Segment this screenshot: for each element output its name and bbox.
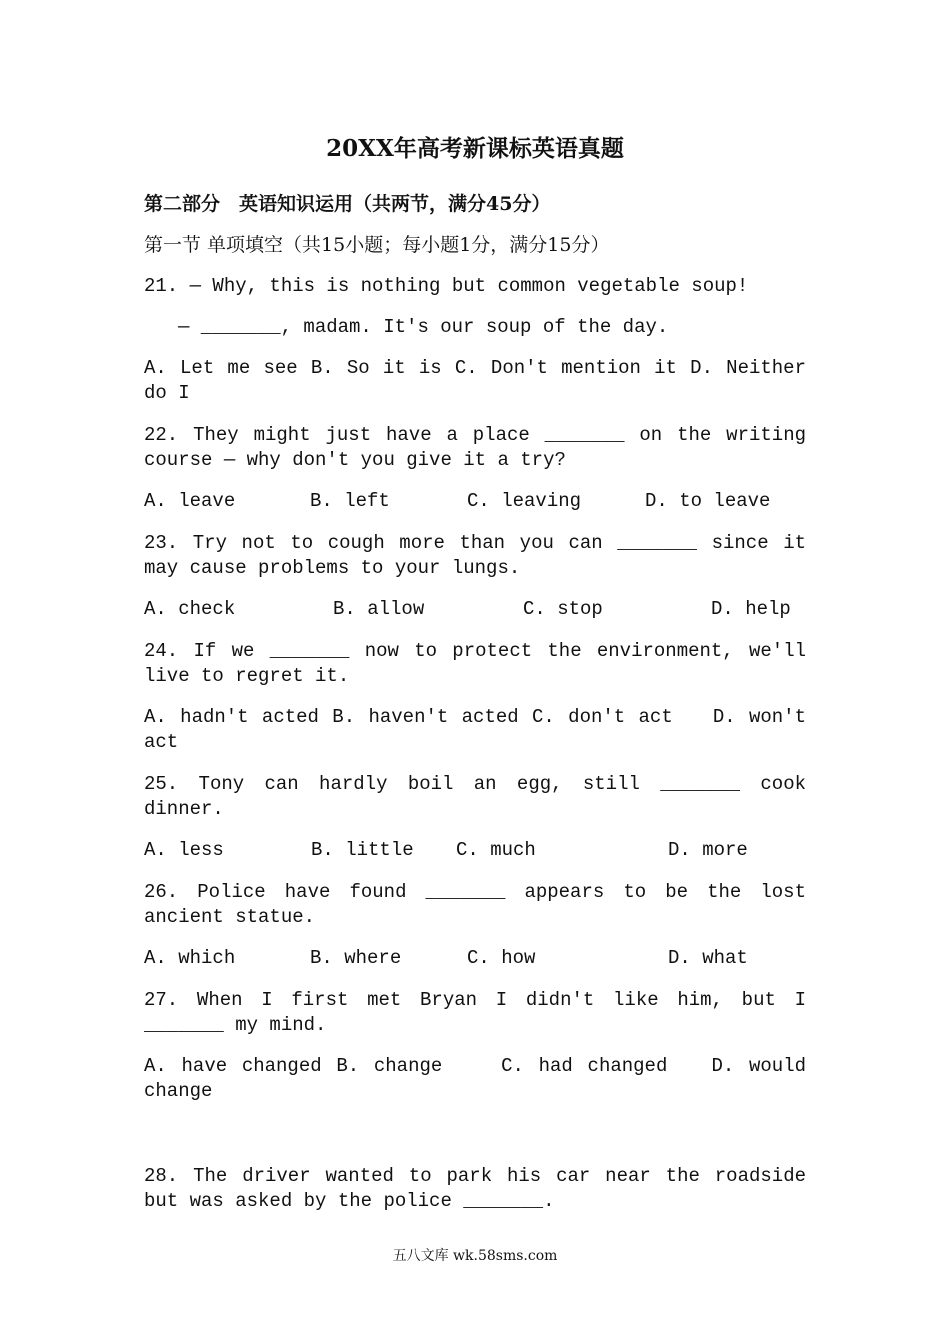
question-list (144, 274, 806, 1214)
question-27 (144, 988, 806, 1104)
question-23 (144, 531, 806, 622)
option-c: C. much (456, 839, 536, 861)
sub-heading: 第一节 单项填空（共15小题；每小题1分，满分15分） (144, 234, 610, 256)
page-title: 20XX年高考新课标英语真题 (326, 135, 624, 162)
option-b: B. allow (333, 598, 425, 620)
option-b: B. where (310, 947, 402, 969)
answer-options (144, 838, 806, 863)
question-24 (144, 639, 806, 755)
option-d: D. what (668, 947, 748, 969)
option-d: D. help (711, 598, 791, 620)
question-26 (144, 880, 806, 971)
answer-options: A. have changed B. change C. had changed D. would change (144, 1055, 806, 1102)
answer-options (144, 489, 806, 514)
option-a: A. check (144, 598, 236, 620)
question-22 (144, 423, 806, 514)
option-c: C. how (467, 947, 536, 969)
answer-options (144, 946, 806, 971)
question-21 (144, 274, 806, 406)
question-25 (144, 772, 806, 863)
question-stem: 23. Try not to cough more than you can _______ since it may cause problems to your lungs. (144, 532, 806, 579)
option-c: C. stop (523, 598, 603, 620)
question-stem: 21. — Why, this is nothing but common vegetable soup! (144, 275, 749, 297)
question-stem: 27. When I first met Bryan I didn't like him, but I _______ my mind. (144, 989, 806, 1036)
question-stem: 22. They might just have a place _______ on the writing course — why don't you give it a try? (144, 424, 806, 471)
option-c: C. leaving (467, 490, 582, 512)
option-d: D. to leave (645, 490, 771, 512)
option-b: B. left (310, 490, 390, 512)
question-stem: 24. If we _______ now to protect the environment, we'll live to regret it. (144, 640, 806, 687)
option-d: D. more (668, 839, 748, 861)
answer-options: A. hadn't acted B. haven't acted C. don't act D. won't act (144, 706, 806, 753)
option-a: A. less (144, 839, 224, 861)
question-stem: 25. Tony can hardly boil an egg, still _______ cook dinner. (144, 773, 806, 820)
option-b: B. little (311, 839, 414, 861)
answer-options: A. Let me see B. So it is C. Don't mention it D. Neither do I (144, 357, 806, 404)
option-a: A. which (144, 947, 236, 969)
section-heading: 第二部分 英语知识运用（共两节，满分45分） (144, 193, 551, 215)
option-a: A. leave (144, 490, 236, 512)
answer-options (144, 597, 806, 622)
question-stem-reply: — _______, madam. It's our soup of the day. (178, 316, 669, 338)
question-stem: 28. The driver wanted to park his car near the roadside but was asked by the police _______. (144, 1165, 806, 1212)
footer-watermark: 五八文库 wk.58sms.com (392, 1248, 558, 1264)
question-28 (144, 1164, 806, 1214)
question-stem: 26. Police have found _______ appears to be the lost ancient statue. (144, 881, 806, 928)
